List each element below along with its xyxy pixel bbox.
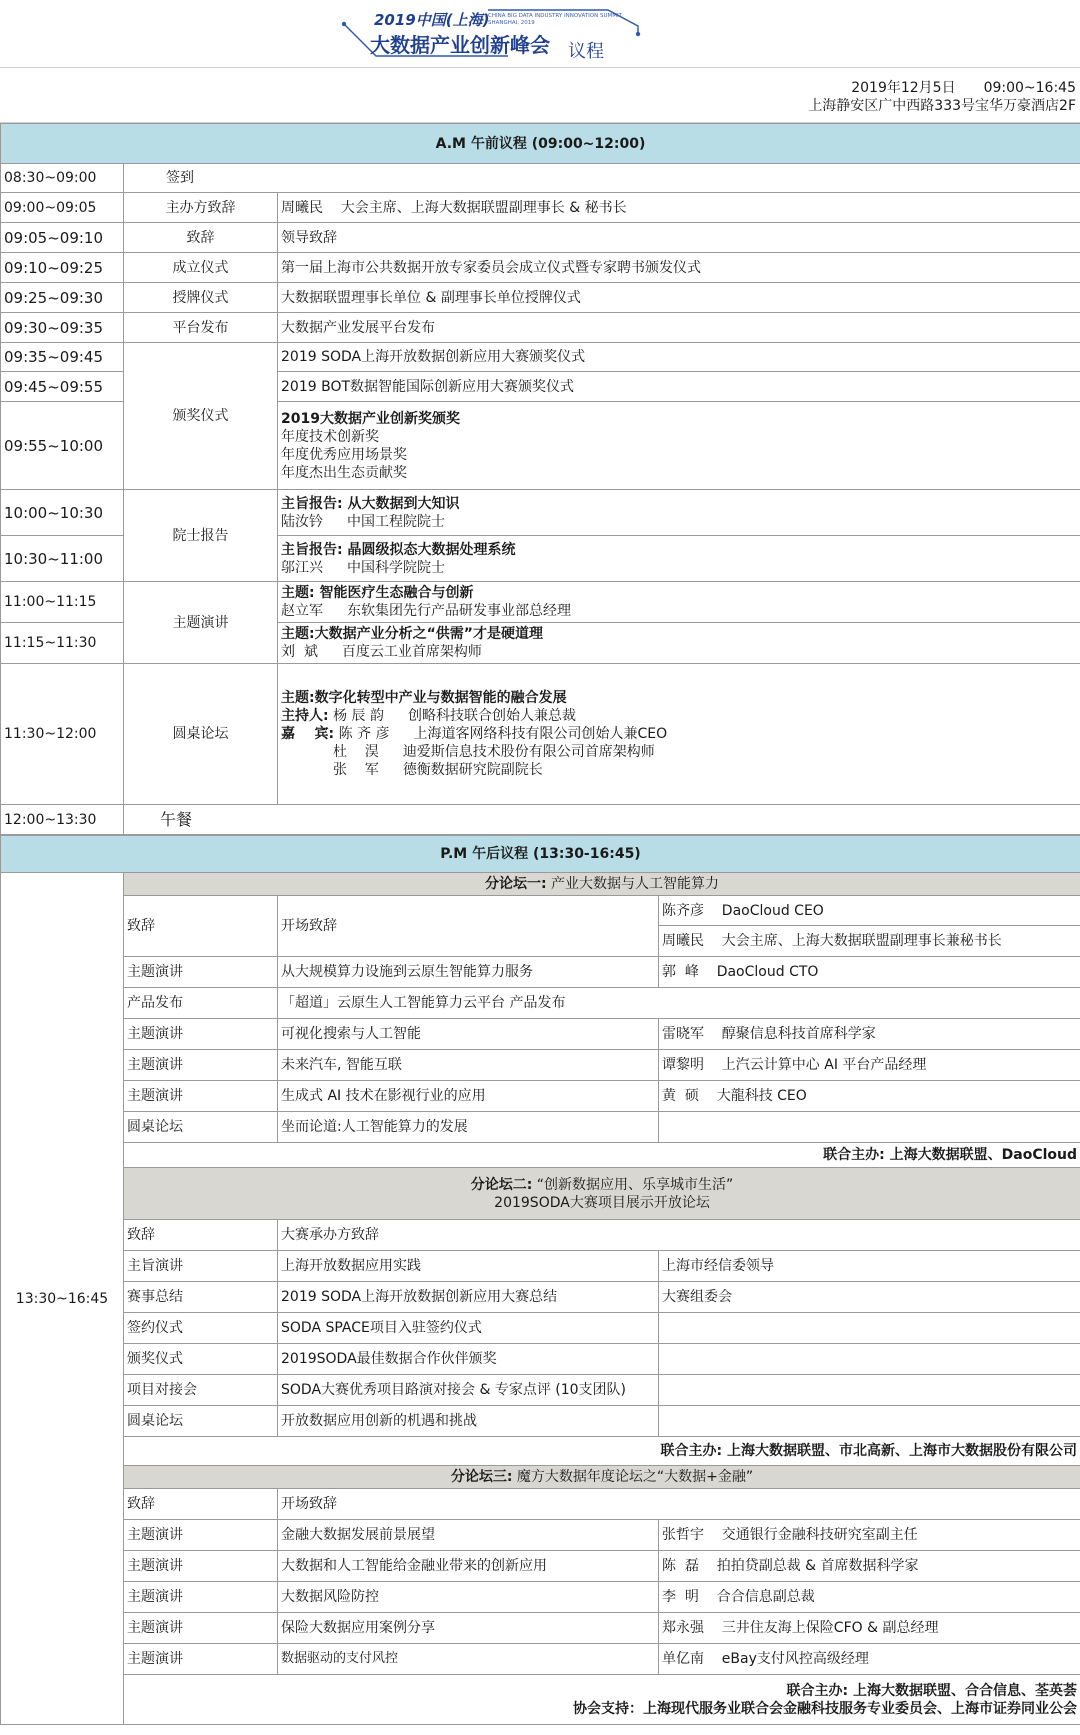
report-role: 中国科学院院士 — [347, 559, 445, 576]
forum-item-content: 保险大数据应用案例分享 — [278, 1613, 659, 1644]
roundtable-host-role: 创略科技联合创始人兼总裁 — [407, 708, 576, 724]
event-date: 2019年12月5日 — [851, 80, 956, 96]
forum-item-speaker — [659, 1313, 1080, 1344]
lunch-label: 午餐 — [124, 805, 1080, 835]
forum-item-content: 未来汽车, 智能互联 — [278, 1050, 659, 1081]
agenda-type: 成立仪式 — [124, 253, 278, 283]
report-speaker: 陆汝钤 — [281, 513, 323, 530]
agenda-time: 11:30~12:00 — [1, 664, 124, 805]
agenda-content: 2019 SODA上海开放数据创新应用大赛颁奖仪式 — [278, 343, 1080, 372]
agenda-time: 09:25~09:30 — [1, 283, 124, 313]
agenda-type: 主办方致辞 — [124, 193, 278, 223]
roundtable-title: 主题:数字化转型中产业与数据智能的融合发展 — [281, 690, 567, 706]
event-meta — [0, 68, 1080, 123]
forum-title: 分论坛二: “创新数据应用、乐享城市生活” 2019SODA大赛项目展示开放论坛 — [124, 1168, 1080, 1220]
forum-item-type: 致辞 — [124, 1220, 278, 1251]
forum-hosts-line: 联合主办: 上海大数据联盟、合合信息、荃英荟 — [786, 1682, 1077, 1699]
award-item: 年度杰出生态贡献奖 — [281, 464, 407, 481]
report-title: 主旨报告: 晶圆级拟态大数据处理系统 — [281, 541, 516, 558]
report-block — [278, 536, 1080, 582]
agenda-type: 致辞 — [124, 223, 278, 253]
forum-item-type: 主题演讲 — [124, 1019, 278, 1050]
forum-title: 分论坛一: 产业大数据与人工智能算力 — [124, 873, 1080, 896]
forum-item-speaker: 上海市经信委领导 — [659, 1251, 1080, 1282]
agenda-time: 12:00~13:30 — [1, 805, 124, 835]
agenda-time: 09:30~09:35 — [1, 313, 124, 343]
agenda-time: 11:00~11:15 — [1, 582, 124, 623]
forum-item-type: 主题演讲 — [124, 1050, 278, 1081]
agenda-content: 第一届上海市公共数据开放专家委员会成立仪式暨专家聘书颁发仪式 — [278, 253, 1080, 283]
keynote-role: 百度云工业首席架构师 — [341, 644, 482, 660]
forum-item-type: 产品发布 — [124, 988, 278, 1019]
agenda-time: 09:35~09:45 — [1, 343, 124, 372]
forum-hosts — [124, 1675, 1080, 1725]
forum-item-type: 致辞 — [124, 896, 278, 957]
forum-item-speaker: 李 明 合合信息副总裁 — [659, 1582, 1080, 1613]
award-item: 年度优秀应用场景奖 — [281, 446, 407, 463]
agenda-content: 大数据联盟理事长单位 & 副理事长单位授牌仪式 — [278, 283, 1080, 313]
logo-main-title: 大数据产业创新峰会 — [370, 33, 550, 57]
forum-item-speaker: 张哲宇 交通银行金融科技研究室副主任 — [659, 1520, 1080, 1551]
agenda-type: 签到 — [124, 164, 1080, 193]
logo-suffix: 议程 — [568, 41, 604, 62]
forum-item-speaker: 黄 硕 大龍科技 CEO — [659, 1081, 1080, 1112]
forum-item-content: SODA大赛优秀项目路演对接会 & 专家点评 (10支团队) — [278, 1375, 659, 1406]
report-title: 主旨报告: 从大数据到大知识 — [281, 495, 460, 512]
logo-english-title: CHINA BIG DATA INDUSTRY INNOVATION SUMMIT SHANGHAI, 2019 — [488, 13, 622, 26]
page-header — [0, 0, 1080, 68]
forum-item-content: 开场致辞 — [278, 896, 659, 957]
roundtable-guest-role: 德衡数据研究院副院长 — [402, 762, 543, 778]
forum-item-speaker: 单亿南 eBay支付风控高级经理 — [659, 1644, 1080, 1675]
forum-item-type: 主题演讲 — [124, 1081, 278, 1112]
forum-item-speaker: 雷晓军 醇聚信息科技首席科学家 — [659, 1019, 1080, 1050]
agenda-type-keynote: 主题演讲 — [124, 582, 278, 664]
agenda-time: 08:30~09:00 — [1, 164, 124, 193]
forum-item-type: 颁奖仪式 — [124, 1344, 278, 1375]
award-item: 年度技术创新奖 — [281, 428, 379, 445]
forum-item-speaker: 谭黎明 上汽云计算中心 AI 平台产品经理 — [659, 1050, 1080, 1081]
agenda-content: 领导致辞 — [278, 223, 1080, 253]
forum-item-speaker — [659, 1406, 1080, 1437]
forum-item-speaker — [659, 1344, 1080, 1375]
keynote-speaker: 刘 斌 — [281, 644, 318, 660]
roundtable-host: 杨 辰 韵 — [333, 708, 384, 724]
forum-item-content: 坐而论道:人工智能算力的发展 — [278, 1112, 659, 1143]
forum-item-type: 圆桌论坛 — [124, 1112, 278, 1143]
forum-title: 分论坛三: 魔方大数据年度论坛之“大数据+金融” — [124, 1466, 1080, 1489]
keynote-role: 东软集团先行产品研发事业部总经理 — [347, 603, 571, 619]
pm-time: 13:30~16:45 — [1, 873, 124, 1725]
forum-item-speaker: 周曦民 大会主席、上海大数据联盟副理事长兼秘书长 — [659, 926, 1080, 957]
agenda-time: 11:15~11:30 — [1, 623, 124, 664]
roundtable-guest: 张 军 — [333, 762, 379, 778]
agenda-time: 09:05~09:10 — [1, 223, 124, 253]
forum-item-type: 主题演讲 — [124, 1582, 278, 1613]
forum-item-content: 2019SODA最佳数据合作伙伴颁奖 — [278, 1344, 659, 1375]
forum-item-content: 开场致辞 — [278, 1489, 1080, 1520]
keynote-speaker: 赵立军 — [281, 603, 323, 619]
keynote-block — [278, 623, 1080, 664]
forum-item-type: 主题演讲 — [124, 1613, 278, 1644]
agenda-table-pm — [0, 835, 1080, 1725]
forum-item-type: 主题演讲 — [124, 1520, 278, 1551]
agenda-type: 平台发布 — [124, 313, 278, 343]
roundtable-guest-role: 迪爱斯信息技术股份有限公司首席架构师 — [402, 744, 655, 760]
agenda-time: 10:00~10:30 — [1, 490, 124, 536]
agenda-type: 授牌仪式 — [124, 283, 278, 313]
roundtable-guest-label: 嘉 宾: — [281, 726, 335, 742]
forum-item-type: 致辞 — [124, 1489, 278, 1520]
forum-item-content: 可视化搜索与人工智能 — [278, 1019, 659, 1050]
agenda-content: 大数据产业发展平台发布 — [278, 313, 1080, 343]
forum-item-content: SODA SPACE项目入驻签约仪式 — [278, 1313, 659, 1344]
forum-item-type: 主旨演讲 — [124, 1251, 278, 1282]
agenda-time: 09:45~09:55 — [1, 372, 124, 402]
event-venue: 上海静安区广中西路333号宝华万豪酒店2F — [808, 98, 1076, 114]
agenda-type-roundtable: 圆桌论坛 — [124, 664, 278, 805]
forum-item-content: 生成式 AI 技术在影视行业的应用 — [278, 1081, 659, 1112]
agenda-type-academician: 院士报告 — [124, 490, 278, 582]
agenda-time: 10:30~11:00 — [1, 536, 124, 582]
am-heading: A.M 午前议程 (09:00~12:00) — [1, 124, 1080, 164]
forum-item-content: 金融大数据发展前景展望 — [278, 1520, 659, 1551]
forum-hosts: 联合主办: 上海大数据联盟、市北高新、上海市大数据股份有限公司 — [124, 1437, 1080, 1466]
forum-item-content: 「超道」云原生人工智能算力云平台 产品发布 — [278, 988, 1080, 1019]
event-time: 09:00~16:45 — [983, 80, 1076, 96]
roundtable-guest: 杜 淏 — [333, 744, 379, 760]
forum-item-speaker — [659, 1112, 1080, 1143]
forum-item-content: 上海开放数据应用实践 — [278, 1251, 659, 1282]
award-innovation-title: 2019大数据产业创新奖颁奖 — [281, 410, 460, 427]
report-role: 中国工程院院士 — [347, 513, 445, 530]
agenda-time: 09:10~09:25 — [1, 253, 124, 283]
agenda-table-am — [0, 123, 1080, 835]
report-speaker: 邬江兴 — [281, 559, 323, 576]
forum-item-speaker: 大赛组委会 — [659, 1282, 1080, 1313]
keynote-block — [278, 582, 1080, 623]
forum-item-type: 主题演讲 — [124, 1644, 278, 1675]
summit-logo — [338, 4, 678, 64]
report-block — [278, 490, 1080, 536]
agenda-type-award: 颁奖仪式 — [124, 343, 278, 490]
forum-item-type: 主题演讲 — [124, 957, 278, 988]
forum-item-speaker: 郑永强 三井住友海上保险CFO & 副总经理 — [659, 1613, 1080, 1644]
forum-item-content: 大赛承办方致辞 — [278, 1220, 1080, 1251]
roundtable-host-label: 主持人: — [281, 708, 329, 724]
forum-item-speaker — [659, 1375, 1080, 1406]
forum-item-speaker: 陈齐彦 DaoCloud CEO — [659, 896, 1080, 926]
roundtable-guest-role: 上海道客网络科技有限公司创始人兼CEO — [413, 726, 668, 742]
forum-item-type: 项目对接会 — [124, 1375, 278, 1406]
forum-item-type: 签约仪式 — [124, 1313, 278, 1344]
award-innovation-block — [278, 402, 1080, 490]
logo-year-title: 2019中国(上海) — [374, 11, 490, 29]
forum-item-content: 大数据和人工智能给金融业带来的创新应用 — [278, 1551, 659, 1582]
forum-item-speaker: 郭 峰 DaoCloud CTO — [659, 957, 1080, 988]
forum-item-type: 圆桌论坛 — [124, 1406, 278, 1437]
forum-item-content: 数据驱动的支付风控 — [278, 1644, 659, 1675]
forum-item-content: 大数据风险防控 — [278, 1582, 659, 1613]
keynote-title: 主题: 智能医疗生态融合与创新 — [281, 585, 474, 601]
keynote-title: 主题:大数据产业分析之“供需”才是硬道理 — [281, 626, 543, 642]
forum-item-content: 从大规模算力设施到云原生智能算力服务 — [278, 957, 659, 988]
agenda-time: 09:00~09:05 — [1, 193, 124, 223]
agenda-content: 2019 BOT数据智能国际创新应用大赛颁奖仪式 — [278, 372, 1080, 402]
forum-item-type: 主题演讲 — [124, 1551, 278, 1582]
forum-item-content: 开放数据应用创新的机遇和挑战 — [278, 1406, 659, 1437]
forum-item-type: 赛事总结 — [124, 1282, 278, 1313]
pm-heading: P.M 午后议程 (13:30-16:45) — [1, 836, 1080, 873]
roundtable-block — [278, 664, 1080, 805]
agenda-content: 周曦民 大会主席、上海大数据联盟副理事长 & 秘书长 — [278, 193, 1080, 223]
roundtable-guest: 陈 齐 彦 — [338, 726, 390, 742]
forum-item-speaker: 陈 磊 拍拍贷副总裁 & 首席数据科学家 — [659, 1551, 1080, 1582]
forum-item-content: 2019 SODA上海开放数据创新应用大赛总结 — [278, 1282, 659, 1313]
agenda-time: 09:55~10:00 — [1, 402, 124, 490]
forum-support-line: 协会支持：上海现代服务业联合会金融科技服务专业委员会、上海市证券同业公会 — [573, 1700, 1077, 1717]
forum-hosts: 联合主办: 上海大数据联盟、DaoCloud — [124, 1143, 1080, 1168]
